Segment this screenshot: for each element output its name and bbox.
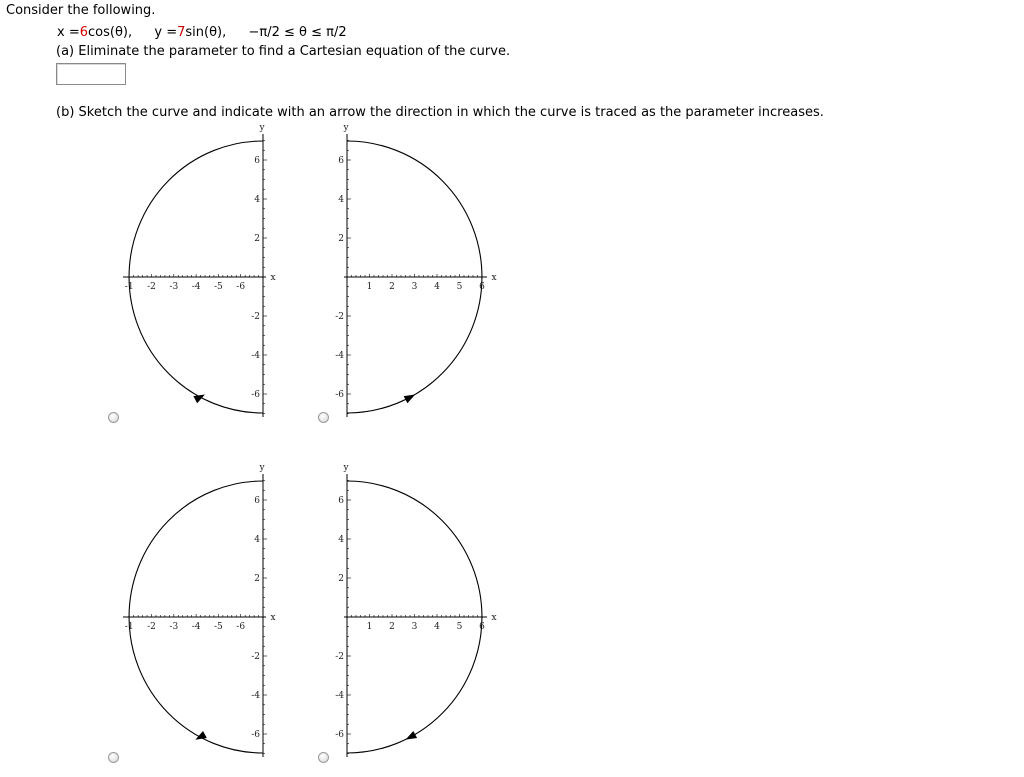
y-tick-label: 4 [254, 535, 260, 545]
graph-option-d [315, 458, 505, 768]
x-tick-label: -3 [169, 622, 179, 632]
part-b-label: (b) Sketch the curve and indicate with an arrow the direction in which the curve is traced as the parameter increases. [56, 105, 824, 120]
y-tick-label: 6 [338, 156, 344, 166]
radio-option-d[interactable] [318, 752, 329, 763]
x-tick-label: 1 [366, 282, 373, 292]
y-tick-label: 4 [338, 195, 344, 205]
y-axis-name: y [343, 123, 349, 133]
y-tick-label: 2 [254, 234, 260, 244]
y-tick-label: -4 [251, 351, 260, 361]
x-axis-name: x [491, 613, 497, 623]
x-tick-label: 4 [434, 282, 440, 292]
x-tick-label: 3 [411, 622, 418, 632]
x-axis-name: x [270, 613, 276, 623]
direction-arrow [406, 731, 418, 740]
y-tick-label: -6 [251, 390, 260, 400]
graph-option-a [115, 118, 285, 428]
part-a-label: (a) Eliminate the parameter to find a Cartesian equation of the curve. [56, 44, 511, 59]
y-tick-label: -4 [335, 351, 344, 361]
y-tick-label: -6 [251, 730, 260, 740]
x-tick-label: -5 [214, 282, 223, 292]
radio-option-c[interactable] [108, 752, 119, 763]
y-tick-label: 4 [254, 195, 260, 205]
y-tick-label: 4 [338, 535, 344, 545]
parameter-domain: −π/2 ≤ θ ≤ π/2 [248, 25, 347, 40]
x-tick-label: 5 [456, 622, 463, 632]
radio-option-b[interactable] [318, 412, 329, 423]
radio-option-a[interactable] [108, 412, 119, 423]
x-tick-label: -3 [169, 282, 179, 292]
y-tick-label: 6 [338, 496, 344, 506]
x-tick-label: 5 [456, 282, 463, 292]
x-coefficient: 6 [79, 25, 88, 40]
x-tick-label: -4 [191, 282, 201, 292]
y-tick-label: 2 [338, 574, 344, 584]
x-tick-label: 2 [389, 282, 395, 292]
y-axis-name: y [343, 463, 349, 473]
y-axis-name: y [259, 463, 265, 473]
y-tick-label: -2 [335, 652, 344, 662]
x-tick-label: 2 [389, 622, 395, 632]
x-tick-label: -4 [191, 622, 201, 632]
y-tick-label: 2 [338, 234, 344, 244]
y-tick-label: -6 [335, 730, 344, 740]
y-tick-label: -2 [251, 312, 260, 322]
parametric-equations [57, 25, 347, 40]
y-tick-label: -2 [335, 312, 344, 322]
x-tick-label: 6 [479, 282, 485, 292]
y-axis-name: y [259, 123, 265, 133]
y-coefficient: 7 [177, 25, 186, 40]
y-tick-label: 6 [254, 156, 260, 166]
x-tick-label: -1 [124, 622, 134, 632]
cartesian-equation-input[interactable] [56, 63, 126, 85]
x-tick-label: -6 [236, 282, 246, 292]
y-tick-label: -4 [251, 691, 260, 701]
y-tick-label: 2 [254, 574, 260, 584]
graph-option-c [115, 458, 285, 768]
x-tick-label: -5 [214, 622, 223, 632]
x-tick-label: 3 [411, 282, 418, 292]
intro-text: Consider the following. [6, 3, 156, 18]
y-tick-label: -2 [251, 652, 260, 662]
direction-arrow [404, 394, 416, 403]
x-tick-label: 1 [366, 622, 373, 632]
x-tick-label: -2 [147, 622, 156, 632]
x-eq-rest: cos(θ), [88, 25, 133, 40]
x-tick-label: 6 [479, 622, 485, 632]
x-axis-name: x [491, 273, 497, 283]
y-tick-label: 6 [254, 496, 260, 506]
x-eq-prefix: x = [57, 25, 80, 40]
x-tick-label: -1 [124, 282, 134, 292]
y-tick-label: -6 [335, 390, 344, 400]
y-tick-label: -4 [335, 691, 344, 701]
x-tick-label: -6 [236, 622, 246, 632]
x-tick-label: 4 [434, 622, 440, 632]
y-eq-prefix: y = [154, 25, 178, 40]
y-eq-rest: sin(θ), [185, 25, 227, 40]
graph-option-b [315, 118, 505, 428]
x-axis-name: x [270, 273, 276, 283]
x-tick-label: -2 [147, 282, 156, 292]
